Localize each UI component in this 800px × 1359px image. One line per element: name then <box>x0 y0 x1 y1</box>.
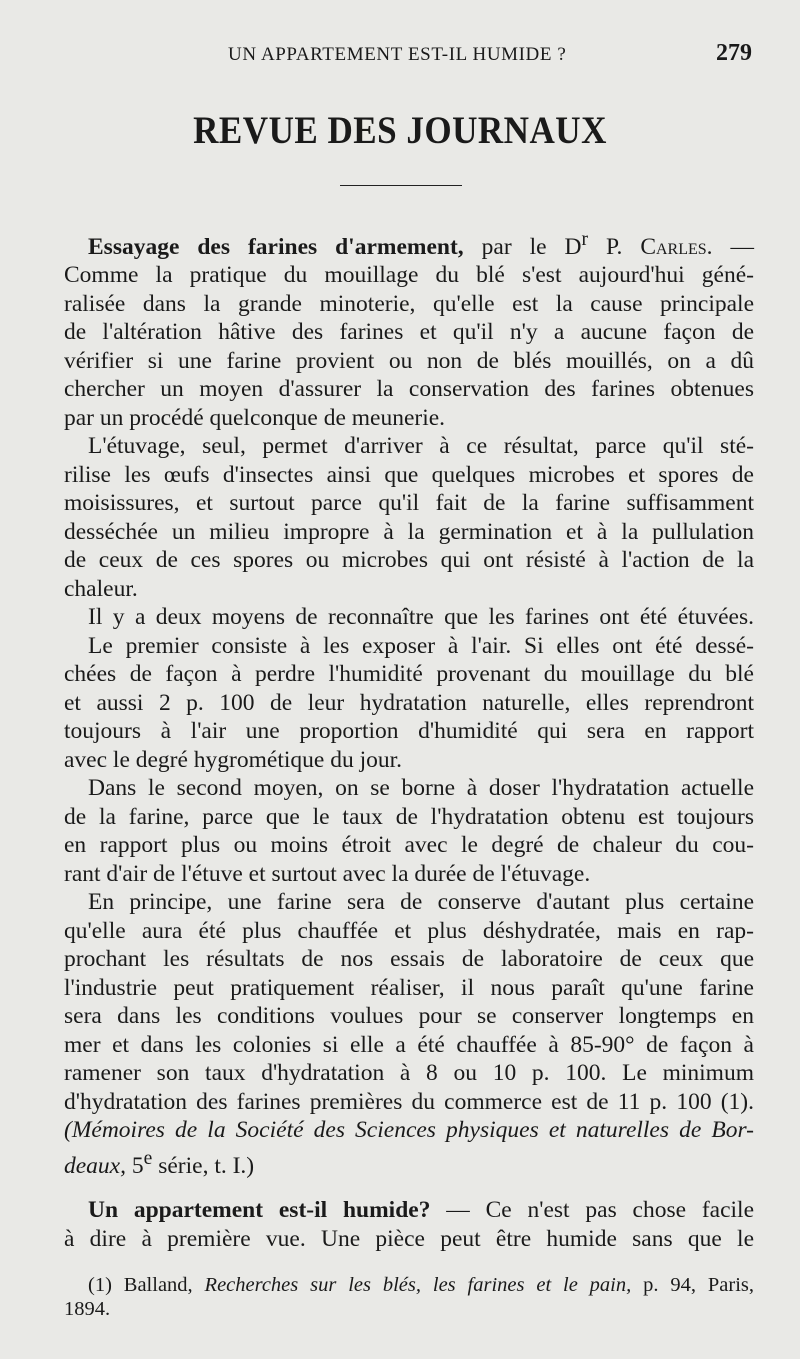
text-line: Il y a deux moyens de reconnaître que les farines ont été étuvées. <box>88 604 754 631</box>
text-line: de l'altération hâtive des farines et qu'il n'y a aucune façon de <box>64 319 754 346</box>
footnote-prefix: (1) Balland, <box>88 1274 193 1296</box>
text-line: chées de façon à perdre l'humidité provenant du mouillage du blé <box>64 661 754 688</box>
article-appartement <box>64 1196 754 1253</box>
footnote-italic: Recherches sur les blés, les farines et le pain, <box>204 1274 632 1296</box>
text-line: l'industrie peut pratiquement réaliser, il nous paraît qu'une farine <box>64 974 754 1001</box>
citation-series-number: 5 <box>131 1152 144 1179</box>
footnote-line: 1894. <box>64 1298 111 1320</box>
text-line: et aussi 2 p. 100 de leur hydratation naturelle, elles reprendront <box>64 689 754 716</box>
byline-prefix: par le D <box>481 233 582 260</box>
text-line: rant d'air de l'étuve et surtout avec la durée de l'étuvage. <box>64 860 591 887</box>
text-line: d'hydratation des farines premières du commerce est de 11 p. 100 (1). <box>64 1088 754 1115</box>
running-head <box>0 38 800 68</box>
text-line: desséchée un milieu impropre à la germination et à la pullulation <box>64 518 754 545</box>
article-heading-line <box>64 1196 754 1225</box>
text-line: mer et dans les colonies si elle a été chauffée à 85-90° de façon à <box>64 1031 754 1058</box>
footnote <box>64 1273 754 1321</box>
text-line: chaleur. <box>64 575 138 602</box>
text-line: moisissures, et surtout parce qu'il fait de la farine suffisamment <box>64 490 754 517</box>
footnote-suffix: p. 94, Paris, <box>643 1274 755 1296</box>
byline-sup: r <box>581 229 589 250</box>
text-line: de ceux de ces spores ou microbes qui ont résisté à l'action de la <box>64 547 754 574</box>
article-body <box>64 226 754 1253</box>
citation-line <box>64 1145 754 1180</box>
text-line: ralisée dans la grande minoterie, qu'elle est la cause principale <box>64 290 754 317</box>
citation-line: (Mémoires de la Société des Sciences physiques et naturelles de Bor- <box>64 1117 754 1144</box>
text-line: par un procédé quelconque de meunerie. <box>64 404 446 431</box>
byline-initial: P. <box>606 233 623 260</box>
article-heading-line: Essayage des farines d'armement, par le $D^r$ P. Carles. — <box>88 229 755 260</box>
author-name: Carles. <box>640 233 713 260</box>
text-line: ramener son taux d'hydratation à 8 ou 10 p. 100. Le minimum <box>64 1060 754 1087</box>
citation-rest: série, t. I.) <box>158 1152 255 1179</box>
text-line: chercher un moyen d'assurer la conservation des farines obtenues <box>64 376 754 403</box>
text-line: sera dans les conditions voulues pour se conserver longtemps en <box>64 1003 754 1030</box>
text-line: en rapport plus ou moins étroit avec le degré de chaleur du cou- <box>64 832 754 859</box>
text-line: avec le degré hygrométique du jour. <box>64 746 403 773</box>
article-gap <box>64 1180 754 1196</box>
text-line: toujours à l'air une proportion d'humidité qui sera en rapport <box>64 718 754 745</box>
text-line: rilise les œufs d'insectes ainsi que quelques microbes et spores de <box>64 461 754 488</box>
citation-italic: deaux, <box>64 1152 126 1179</box>
text-line: L'étuvage, seul, permet d'arriver à ce résultat, parce qu'il sté- <box>88 433 754 460</box>
text-line: prochant les résultats de nos essais de laboratoire de ceux que <box>64 946 754 973</box>
text-line: de la farine, parce que le taux de l'hydratation obtenu est toujours <box>64 803 754 830</box>
text-line: qu'elle aura été plus chauffée et plus déshydratée, mais en rap- <box>64 917 754 944</box>
text-line: vérifier si une farine provient ou non de blés mouillés, on a dû <box>64 347 754 374</box>
article-title: Essayage des farines d'armement, <box>88 233 464 260</box>
text-line: En principe, une farine sera de conserve d'autant plus certaine <box>88 889 754 916</box>
text-line: Dans le second moyen, on se borne à doser l'hydratation actuelle <box>88 775 754 802</box>
text-line: Le premier consiste à les exposer à l'air. Si elles ont été dessé- <box>88 632 754 659</box>
text-line: Comme la pratique du mouillage du blé s'est aujourd'hui géné- <box>64 262 754 289</box>
footnote-line <box>64 1273 754 1297</box>
text-line: à dire à première vue. Une pièce peut être humide sans que le <box>64 1225 754 1252</box>
article-lead: — Ce n'est pas chose facile <box>446 1197 755 1224</box>
running-title: UN APPARTEMENT EST-IL HUMIDE ? <box>228 44 567 65</box>
section-title: REVUE DES JOURNAUX <box>193 109 607 152</box>
citation-series-sup: e <box>143 1147 153 1169</box>
article-title: Un appartement est-il humide? <box>88 1197 431 1224</box>
article-essayage <box>64 226 754 1180</box>
title-rule <box>340 185 462 186</box>
page-number: 279 <box>716 40 752 66</box>
